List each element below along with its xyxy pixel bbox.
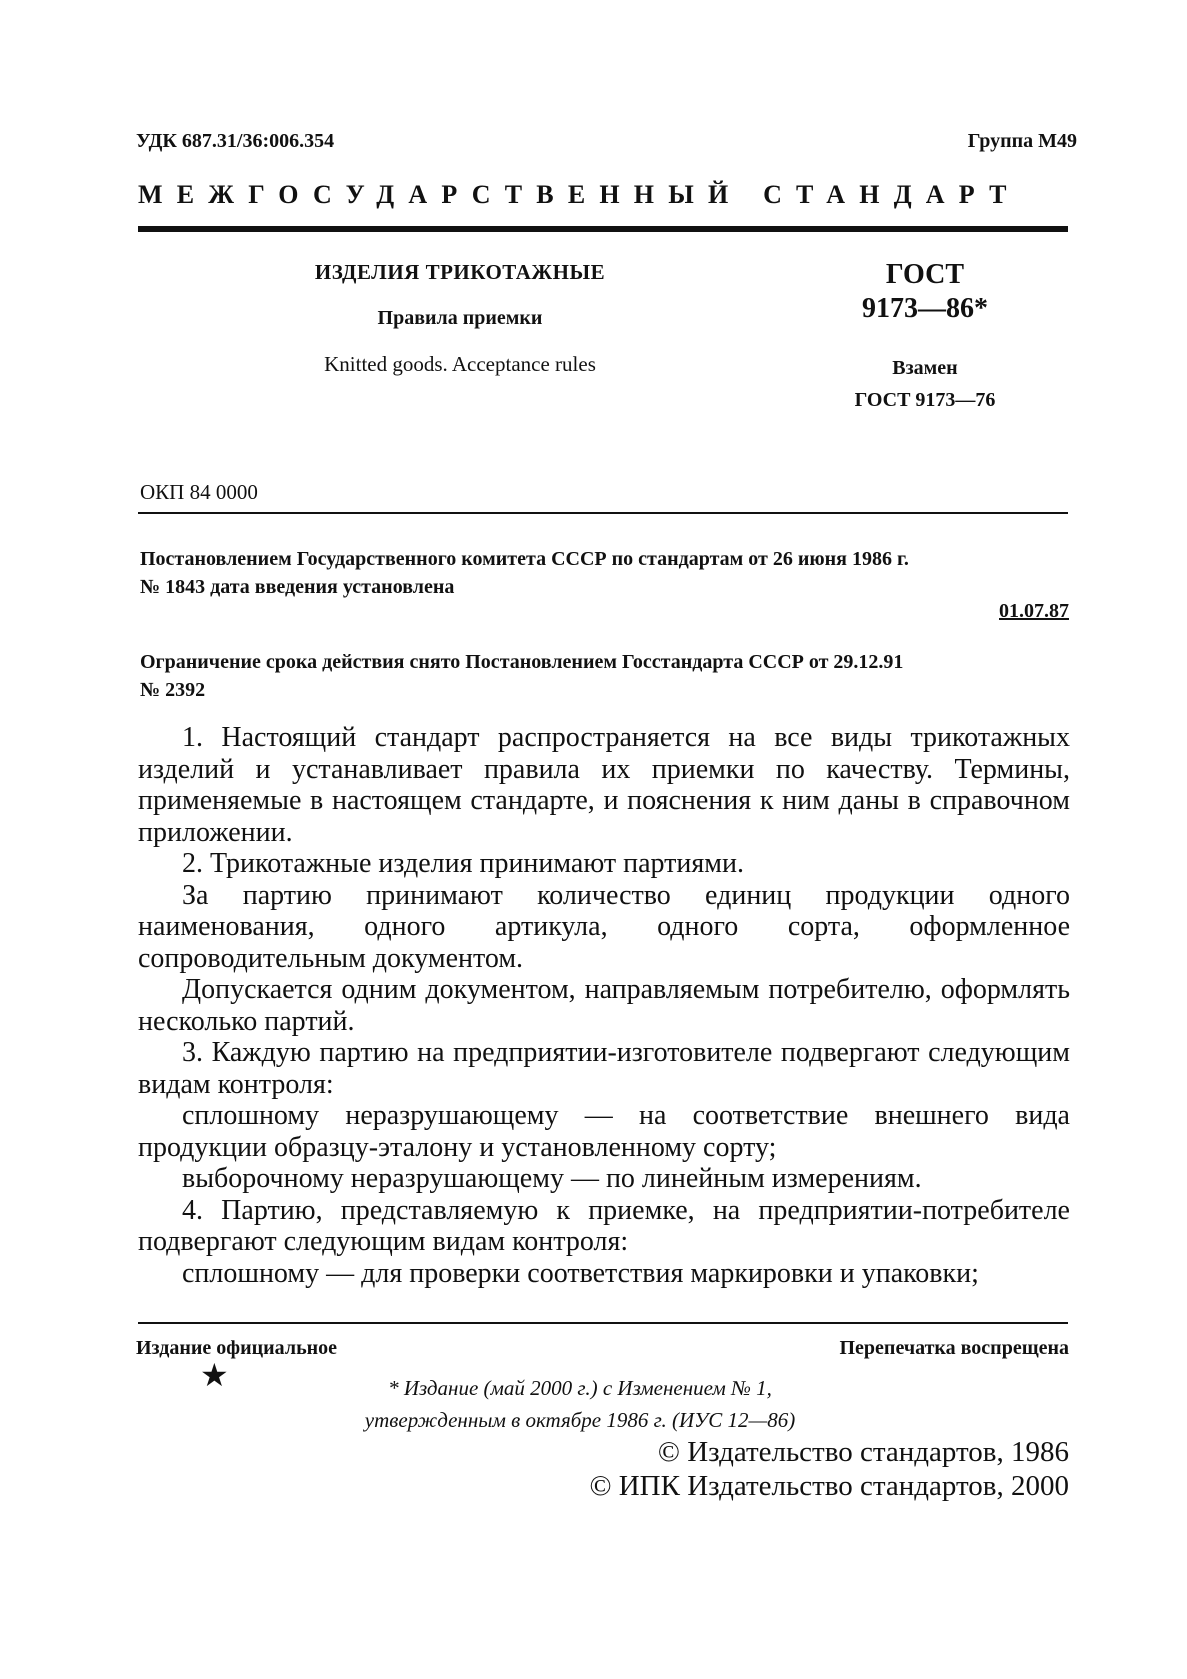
document-subtitle: Правила приемки (377, 307, 543, 329)
edition-note-line-2: утвержденным в октябре 1986 г. (ИУС 12—86) (364, 1408, 796, 1432)
edition-note (300, 1372, 860, 1436)
introduction-date: 01.07.87 (999, 600, 1069, 622)
star-icon: ★ (200, 1357, 229, 1393)
decree-text (140, 545, 1070, 601)
gost-block (810, 258, 1040, 416)
official-edition-label: Издание официальное (136, 1337, 338, 1359)
gost-label: ГОСТ (885, 259, 965, 290)
body-paragraph: сплошному неразрушающему — на соответствие внешнего вида продукции образцу-эталону и установленному сорту; (138, 1100, 1070, 1163)
gost-number: 9173—86* (862, 293, 988, 324)
reprint-prohibited-label: Перепечатка воспрещена (839, 1337, 1069, 1359)
restriction-line-2: № 2392 (140, 679, 206, 701)
copyright-line-2: © ИПК Издательство стандартов, 2000 (589, 1470, 1069, 1502)
header-divider (138, 226, 1068, 232)
replaces-label: Взамен (892, 357, 958, 379)
edition-note-line-1: * Издание (май 2000 г.) с Изменением № 1, (388, 1376, 772, 1400)
footer-divider (138, 1322, 1068, 1324)
replaces-number: ГОСТ 9173—76 (854, 389, 996, 411)
decree-line-2: № 1843 дата введения установлена (140, 576, 455, 598)
body-paragraph: сплошному — для проверки соответствия маркировки и упаковки; (182, 1257, 979, 1289)
udk-code: УДК 687.31/36:006.354 (136, 130, 335, 152)
body-paragraph: 2. Трикотажные изделия принимают партиями. (182, 848, 744, 879)
body-paragraph: Допускается одним документом, направляемым потребителю, оформлять несколько партий. (138, 974, 1070, 1037)
interstate-standard-heading: МЕЖГОСУДАРСТВЕННЫЙ СТАНДАРТ (138, 180, 1021, 209)
copyright-block (589, 1435, 1069, 1503)
title-block (250, 260, 670, 377)
copyright-line-1: © Издательство стандартов, 1986 (657, 1436, 1069, 1468)
body-paragraph: 3. Каждую партию на предприятии-изготовителе подвергают следующим видам контроля: (138, 1037, 1070, 1100)
english-title: Knitted goods. Acceptance rules (324, 352, 596, 376)
restriction-text (140, 648, 1070, 704)
body-paragraph: выборочному неразрушающему — по линейным измерениям. (182, 1163, 922, 1194)
okp-code: ОКП 84 0000 (140, 480, 258, 504)
classification-group: Группа М49 (967, 130, 1077, 152)
body-paragraph: За партию принимают количество единиц продукции одного наименования, одного артикула, одного сорта, оформленное сопроводительным документом. (138, 879, 1070, 974)
okp-divider (138, 512, 1068, 514)
restriction-line-1: Ограничение срока действия снято Постановлением Госстандарта СССР от 29.12.91 (140, 651, 904, 673)
body-paragraph: 4. Партию, представляемую к приемке, на предприятии-потребителе подвергают следующим видам контроля: (138, 1194, 1070, 1257)
body-paragraph: 1. Настоящий стандарт распространяется на все виды трикотажных изделий и устанавливает правила их приемки по качеству. Термины, применяемые в настоящем стандарте, и пояснения к ним даны в справочном приложении. (138, 722, 1070, 848)
standard-body (138, 722, 1070, 1289)
decree-line-1: Постановлением Государственного комитета СССР по стандартам от 26 июня 1986 г. (140, 548, 909, 570)
document-title: ИЗДЕЛИЯ ТРИКОТАЖНЫЕ (314, 260, 606, 284)
